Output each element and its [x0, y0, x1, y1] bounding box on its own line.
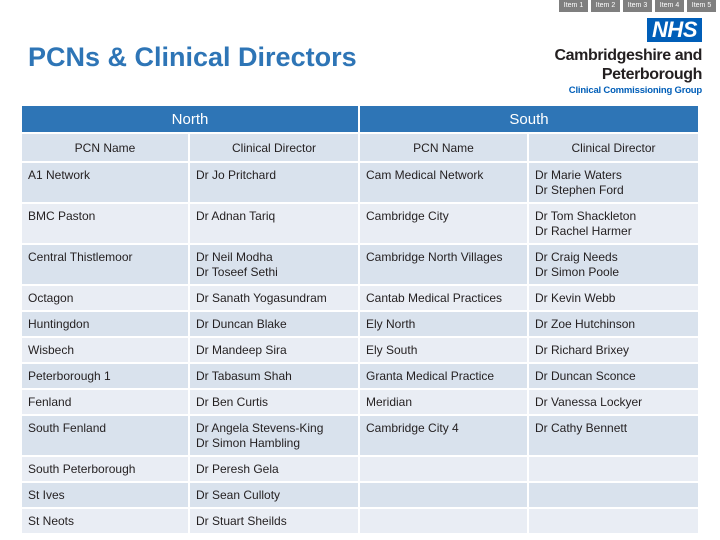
- north-clinical-director-cell: [189, 162, 359, 203]
- south-clinical-director-cell: [528, 363, 698, 389]
- nav-item-2[interactable]: Item 2: [591, 0, 620, 12]
- south-clinical-director-cell: [528, 456, 698, 482]
- director-name: Dr Richard Brixey: [535, 343, 630, 357]
- director-name: Dr Tabasum Shah: [196, 369, 292, 383]
- table-row: [22, 456, 698, 482]
- org-name-line1: Cambridgeshire and: [554, 47, 702, 64]
- nav-item-4[interactable]: Item 4: [655, 0, 684, 12]
- north-pcn-name-cell: South Peterborough: [22, 456, 189, 482]
- north-clinical-director-cell: [189, 508, 359, 534]
- nhs-logo: [552, 18, 702, 97]
- south-pcn-name-cell: Ely North: [359, 311, 528, 337]
- director-name: Dr Sean Culloty: [196, 488, 281, 502]
- pcn-table-container: [22, 106, 698, 535]
- north-pcn-name-cell: Wisbech: [22, 337, 189, 363]
- org-subtitle: Clinical Commissioning Group: [568, 85, 702, 96]
- north-clinical-director-cell: [189, 415, 359, 456]
- south-clinical-director-cell: [528, 389, 698, 415]
- south-pcn-name-cell: Ely South: [359, 337, 528, 363]
- table-row: [22, 482, 698, 508]
- director-name: Dr Sanath Yogasundram: [196, 291, 327, 305]
- nav-item-5[interactable]: Item 5: [687, 0, 716, 12]
- north-clinical-director-cell: [189, 311, 359, 337]
- page-title: PCNs & Clinical Directors: [28, 42, 357, 72]
- director-name: Dr Kevin Webb: [535, 291, 616, 305]
- director-name: Dr Simon Poole: [535, 265, 620, 279]
- north-pcn-name-cell: BMC Paston: [22, 203, 189, 244]
- north-clinical-director-cell: [189, 482, 359, 508]
- south-clinical-director-cell: [528, 508, 698, 534]
- nav-item-1[interactable]: Item 1: [559, 0, 588, 12]
- pcn-table: [22, 106, 698, 535]
- table-row: [22, 337, 698, 363]
- director-name: Dr Neil Modha: [196, 250, 273, 264]
- south-pcn-name-cell: Cantab Medical Practices: [359, 285, 528, 311]
- north-pcn-name-cell: Huntingdon: [22, 311, 189, 337]
- south-pcn-name-cell: Meridian: [359, 389, 528, 415]
- table-row: [22, 311, 698, 337]
- north-pcn-name-cell: St Neots: [22, 508, 189, 534]
- north-pcn-name-cell: Octagon: [22, 285, 189, 311]
- director-name: Dr Peresh Gela: [196, 462, 279, 476]
- north-pcn-name-cell: St Ives: [22, 482, 189, 508]
- north-pcn-name-cell: South Fenland: [22, 415, 189, 456]
- director-name: Dr Stephen Ford: [535, 183, 624, 197]
- north-pcn-name-cell: A1 Network: [22, 162, 189, 203]
- north-clinical-director-cell: [189, 203, 359, 244]
- table-row: [22, 363, 698, 389]
- director-name: Dr Vanessa Lockyer: [535, 395, 643, 409]
- col-north-pcn-name: PCN Name: [22, 133, 189, 162]
- director-name: Dr Jo Pritchard: [196, 168, 277, 182]
- south-pcn-name-cell: Granta Medical Practice: [359, 363, 528, 389]
- table-row: [22, 415, 698, 456]
- north-pcn-name-cell: Central Thistlemoor: [22, 244, 189, 285]
- south-pcn-name-cell: Cambridge City 4: [359, 415, 528, 456]
- director-name: Dr Cathy Bennett: [535, 421, 628, 435]
- director-name: Dr Stuart Sheilds: [196, 514, 287, 528]
- director-name: Dr Ben Curtis: [196, 395, 269, 409]
- south-clinical-director-cell: [528, 244, 698, 285]
- director-name: Dr Duncan Sconce: [535, 369, 636, 383]
- south-clinical-director-cell: [528, 482, 698, 508]
- north-clinical-director-cell: [189, 363, 359, 389]
- north-clinical-director-cell: [189, 285, 359, 311]
- south-clinical-director-cell: [528, 203, 698, 244]
- director-name: Dr Rachel Harmer: [535, 224, 632, 238]
- top-nav: [559, 0, 716, 12]
- nav-item-3[interactable]: Item 3: [623, 0, 652, 12]
- column-header-row: [22, 133, 698, 162]
- south-pcn-name-cell: [359, 456, 528, 482]
- director-name: Dr Adnan Tariq: [196, 209, 276, 223]
- table-row: [22, 244, 698, 285]
- nhs-lozenge: NHS: [647, 18, 702, 42]
- north-clinical-director-cell: [189, 337, 359, 363]
- south-clinical-director-cell: [528, 311, 698, 337]
- south-clinical-director-cell: [528, 337, 698, 363]
- director-name: Dr Marie Waters: [535, 168, 622, 182]
- table-row: [22, 162, 698, 203]
- south-pcn-name-cell: Cambridge North Villages: [359, 244, 528, 285]
- director-name: Dr Simon Hambling: [196, 436, 301, 450]
- table-body: [22, 162, 698, 534]
- south-clinical-director-cell: [528, 415, 698, 456]
- south-clinical-director-cell: [528, 285, 698, 311]
- region-south: South: [359, 106, 698, 133]
- table-row: [22, 508, 698, 534]
- region-north: North: [22, 106, 359, 133]
- col-south-pcn-name: PCN Name: [359, 133, 528, 162]
- south-pcn-name-cell: [359, 508, 528, 534]
- table-row: [22, 203, 698, 244]
- director-name: Dr Mandeep Sira: [196, 343, 287, 357]
- south-pcn-name-cell: Cam Medical Network: [359, 162, 528, 203]
- north-clinical-director-cell: [189, 389, 359, 415]
- north-clinical-director-cell: [189, 244, 359, 285]
- north-pcn-name-cell: Fenland: [22, 389, 189, 415]
- col-south-clinical-director: Clinical Director: [528, 133, 698, 162]
- director-name: Dr Duncan Blake: [196, 317, 287, 331]
- col-north-clinical-director: Clinical Director: [189, 133, 359, 162]
- director-name: Dr Zoe Hutchinson: [535, 317, 636, 331]
- org-name-line2: Peterborough: [601, 66, 702, 83]
- director-name: Dr Craig Needs: [535, 250, 618, 264]
- north-pcn-name-cell: Peterborough 1: [22, 363, 189, 389]
- director-name: Dr Tom Shackleton: [535, 209, 637, 223]
- south-pcn-name-cell: [359, 482, 528, 508]
- region-header-row: [22, 106, 698, 133]
- north-clinical-director-cell: [189, 456, 359, 482]
- table-row: [22, 389, 698, 415]
- south-pcn-name-cell: Cambridge City: [359, 203, 528, 244]
- director-name: Dr Angela Stevens-King: [196, 421, 324, 435]
- table-row: [22, 285, 698, 311]
- director-name: Dr Toseef Sethi: [196, 265, 278, 279]
- south-clinical-director-cell: [528, 162, 698, 203]
